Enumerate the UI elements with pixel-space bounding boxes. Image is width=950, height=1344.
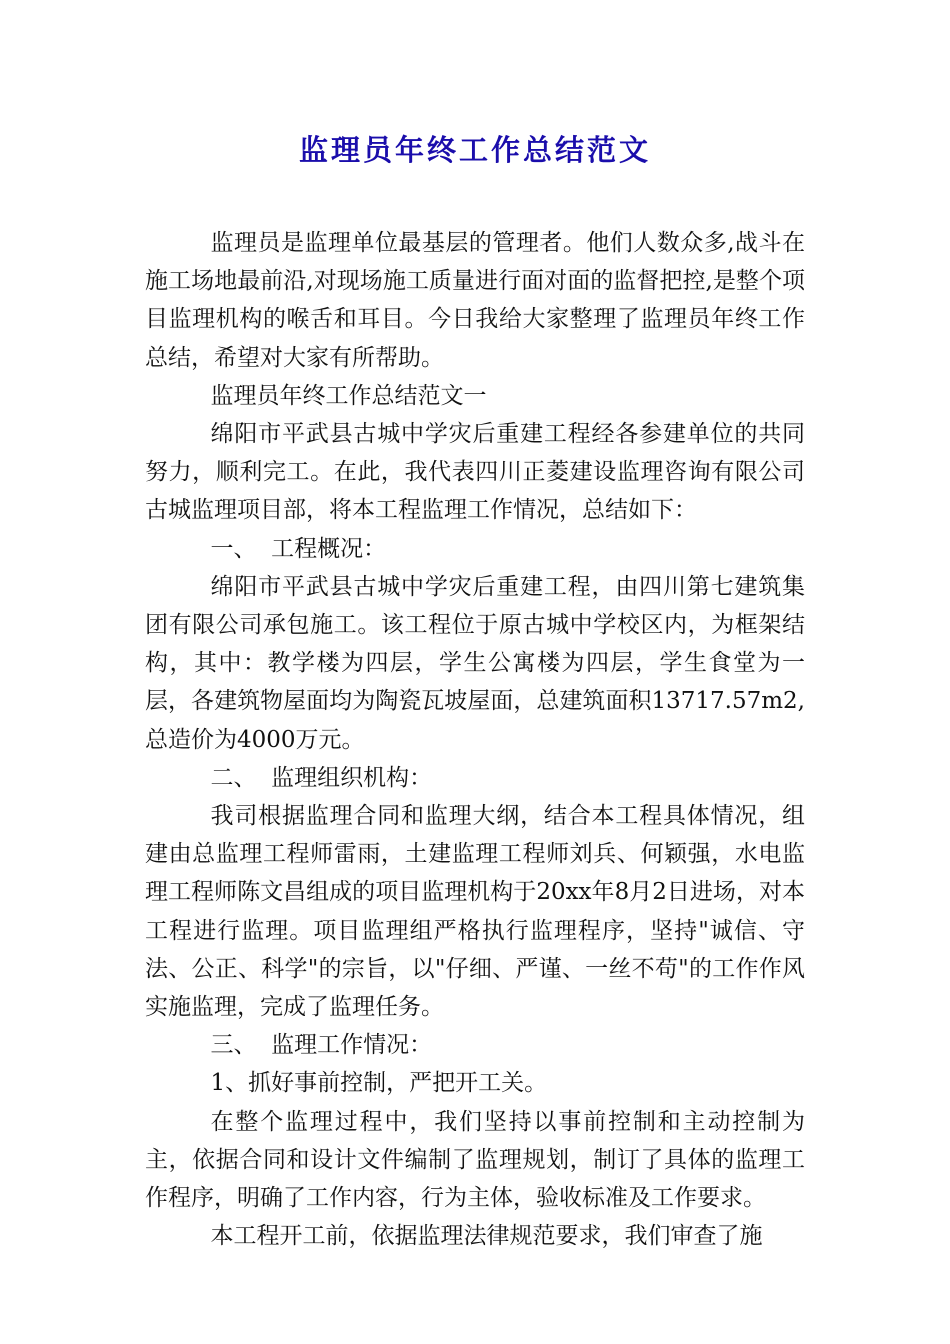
paragraph-preconstruction: 本工程开工前，依据监理法律规范要求，我们审查了施 xyxy=(210,1223,763,1250)
document-title: 监理员年终工作总结范文 xyxy=(298,133,651,167)
section-heading-organization: 二、 监理组织机构： xyxy=(210,764,433,791)
paragraph-organization: 我司根据监理合同和监理大纲，结合本工程具体情况，组建由总监理工程师雷雨，土建监理工程师刘兵、何颖强，水电监理工程师陈文昌组成的项目监理机构于20xx年8月2日进场，对本工程进行监理。项目监理组严格执行监理程序，坚持"诚信、守法、公正、科学"的宗旨，以"仔细、严谨、一丝不苟"的工作作风实施监理，完成了监理任务。 xyxy=(145,803,805,1021)
paragraph-opening: 绵阳市平武县古城中学灾后重建工程经各参建单位的共同努力，顺利完工。在此，我代表四川正菱建设监理咨询有限公司古城监理项目部，将本工程监理工作情况，总结如下： xyxy=(145,421,805,524)
paragraph-intro: 监理员是监理单位最基层的管理者。他们人数众多,战斗在施工场地最前沿,对现场施工质量进行面对面的监督把控,是整个项目监理机构的喉舌和耳目。今日我给大家整理了监理员年终工作总结，希望对大家有所帮助。 xyxy=(145,230,805,371)
paragraph-control: 在整个监理过程中，我们坚持以事前控制和主动控制为主，依据合同和设计文件编制了监理规划，制订了具体的监理工作程序，明确了工作内容，行为主体，验收标准及工作要求。 xyxy=(145,1108,805,1212)
document-body xyxy=(145,224,805,1255)
section-heading-work: 三、 监理工作情况： xyxy=(210,1032,433,1059)
paragraph-overview: 绵阳市平武县古城中学灾后重建工程，由四川第七建筑集团有限公司承包施工。该工程位于原古城中学校区内，为框架结构，其中：教学楼为四层，学生公寓楼为四层，学生食堂为一层，各建筑物屋面均为陶瓷瓦坡屋面，总建筑面积13717.57m2,总造价为4000万元。 xyxy=(145,573,805,753)
section-heading-overview: 一、 工程概况： xyxy=(210,535,387,562)
paragraph-item-1: 1、抓好事前控制，严把开工关。 xyxy=(210,1070,548,1097)
paragraph-subtitle: 监理员年终工作总结范文一 xyxy=(210,382,487,409)
